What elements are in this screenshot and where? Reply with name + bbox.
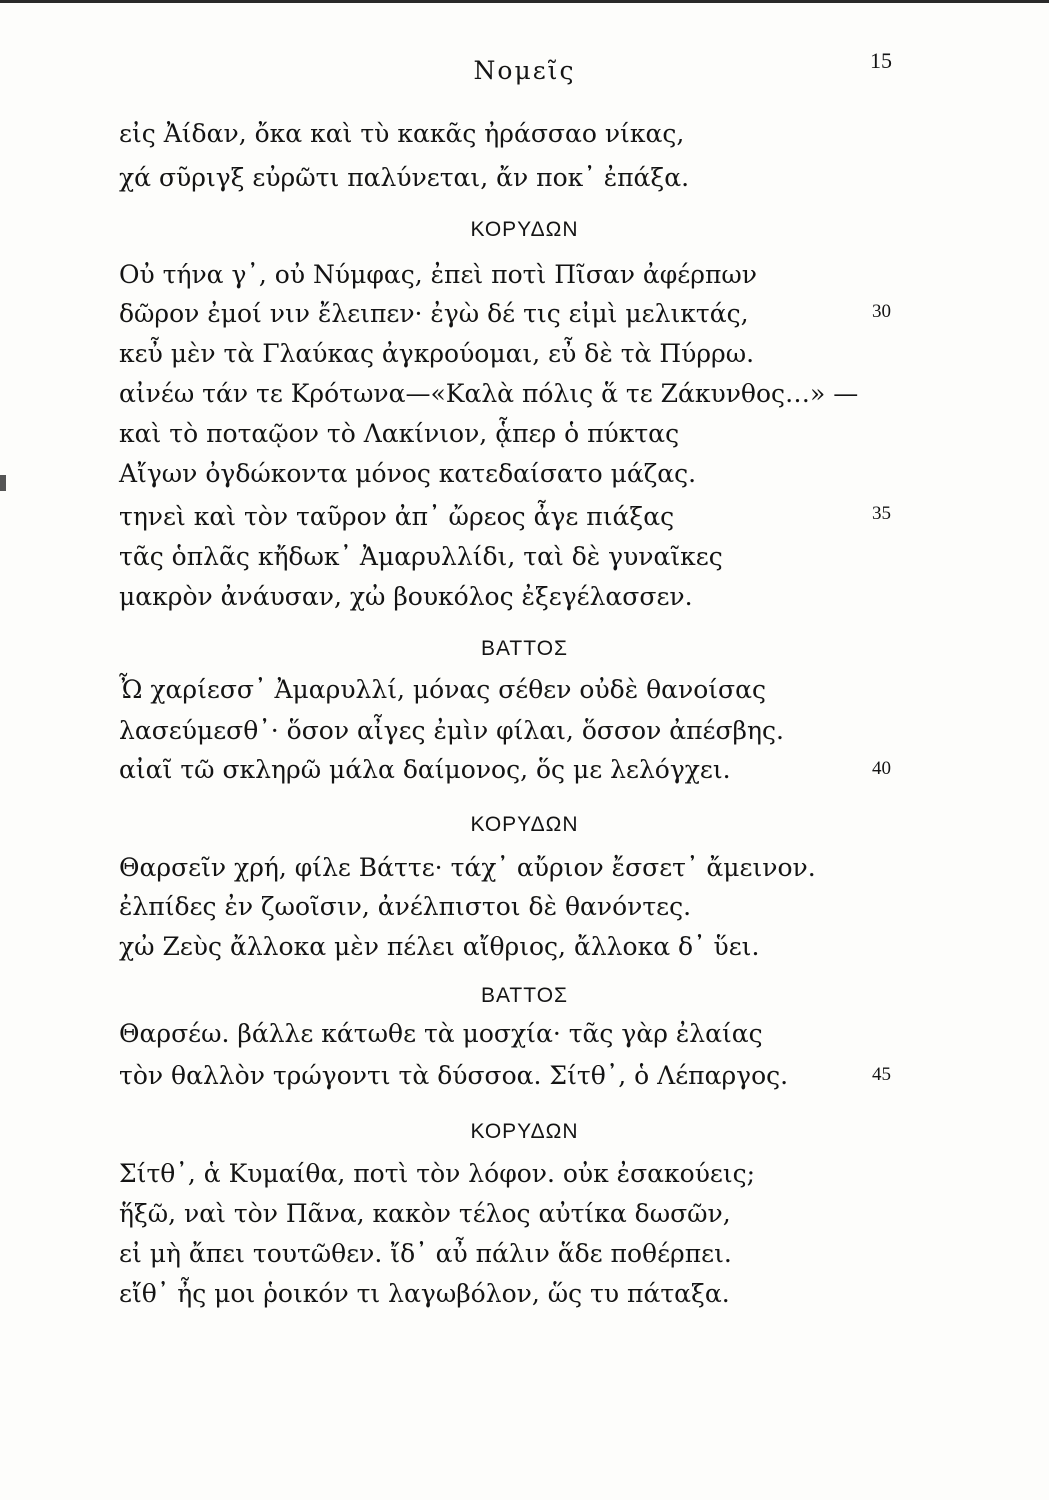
- scan-margin-mark: [0, 475, 6, 491]
- speaker-heading: ΚΟΡΥΔΩΝ: [470, 813, 579, 836]
- verse-line: τᾶς ὁπλᾶς κἤδωκ᾽ Ἀμαρυλλίδι, ταὶ δὲ γυναῖκες: [119, 542, 723, 571]
- page-number: 15: [870, 48, 892, 73]
- line-number: 45: [872, 1064, 891, 1085]
- verse-line: Ὦ χαρίεσσ᾽ Ἀμαρυλλί, μόνας σέθεν οὐδὲ θανοίσας: [119, 675, 766, 704]
- verse-line: ἐλπίδες ἐν ζωοῖσιν, ἀνέλπιστοι δὲ θανόντες.: [119, 892, 692, 921]
- verse-line: Θαρσεῖν χρή, φίλε Βάττε· τάχ᾽ αὔριον ἔσσετ᾽ ἄμεινον.: [119, 853, 816, 882]
- line-number: 40: [872, 758, 891, 779]
- verse-line: εἴθ᾽ ἦς μοι ῥοικόν τι λαγωβόλον, ὥς τυ πάταξα.: [119, 1279, 730, 1308]
- verse-line: κεὖ μὲν τὰ Γλαύκας ἀγκρούομαι, εὖ δὲ τὰ Πύρρω.: [119, 339, 755, 368]
- speaker-heading: ΒΑΤΤΟΣ: [480, 984, 569, 1007]
- verse-line: Οὐ τήνα γ᾽, οὐ Νύμφας, ἐπεὶ ποτὶ Πῖσαν ἀφέρπων: [119, 260, 757, 289]
- verse-line: Αἴγων ὀγδώκοντα μόνος κατεδαίσατο μάζας.: [119, 459, 697, 488]
- verse-line: δῶρον ἐμοί νιν ἔλειπεν· ἐγὼ δέ τις εἰμὶ μελικτάς,: [119, 299, 749, 328]
- verse-line: Σίτθ᾽, ἁ Κυμαίθα, ποτὶ τὸν λόφον. οὐκ ἐσακούεις;: [119, 1159, 756, 1188]
- verse-line: χὠ Ζεὺς ἄλλοκα μὲν πέλει αἴθριος, ἄλλοκα δ᾽ ὕει.: [119, 932, 760, 961]
- verse-line: εἰς Ἀίδαν, ὄκα καὶ τὺ κακᾶς ἠράσσαο νίκας,: [119, 119, 685, 148]
- verse-line: τηνεὶ καὶ τὸν ταῦρον ἀπ᾽ ὤρεος ἆγε πιάξας: [119, 502, 675, 531]
- verse-line: χά σῦριγξ εὐρῶτι παλύνεται, ἄν ποκ᾽ ἐπάξα.: [119, 163, 690, 192]
- verse-line: εἰ μὴ ἄπει τουτῶθεν. ἴδ᾽ αὖ πάλιν ἅδε ποθέρπει.: [119, 1239, 732, 1268]
- running-header-title: Νομεῖς: [473, 56, 576, 85]
- speaker-heading: ΚΟΡΥΔΩΝ: [470, 1120, 579, 1143]
- scan-top-edge: [0, 0, 1049, 3]
- verse-line: μακρὸν ἀνάυσαν, χὠ βουκόλος ἐξεγέλασσεν.: [119, 582, 693, 611]
- verse-line: λασεύμεσθ᾽· ὅσον αἶγες ἐμὶν φίλαι, ὅσσον ἀπέσβης.: [119, 716, 784, 745]
- verse-line: τὸν θαλλὸν τρώγοντι τὰ δύσσοα. Σίτθ᾽, ὁ Λέπαργος.: [119, 1061, 789, 1090]
- speaker-heading: ΚΟΡΥΔΩΝ: [470, 218, 579, 241]
- line-number: 30: [872, 301, 891, 322]
- verse-line: αἰαῖ τῶ σκληρῶ μάλα δαίμονος, ὅς με λελόγχει.: [119, 755, 731, 784]
- verse-line: καὶ τὸ ποταῷον τὸ Λακίνιον, ᾇπερ ὁ πύκτας: [119, 419, 680, 448]
- verse-line: αἰνέω τάν τε Κρότωνα—«Καλὰ πόλις ἅ τε Ζάκυνθος…» —: [119, 379, 859, 408]
- line-number: 35: [872, 503, 891, 524]
- verse-line: ἥξῶ, ναὶ τὸν Πᾶνα, κακὸν τέλος αὐτίκα δωσῶν,: [119, 1199, 731, 1228]
- verse-line: Θαρσέω. βάλλε κάτωθε τὰ μοσχία· τᾶς γὰρ ἐλαίας: [119, 1019, 763, 1048]
- speaker-heading: ΒΑΤΤΟΣ: [480, 637, 569, 660]
